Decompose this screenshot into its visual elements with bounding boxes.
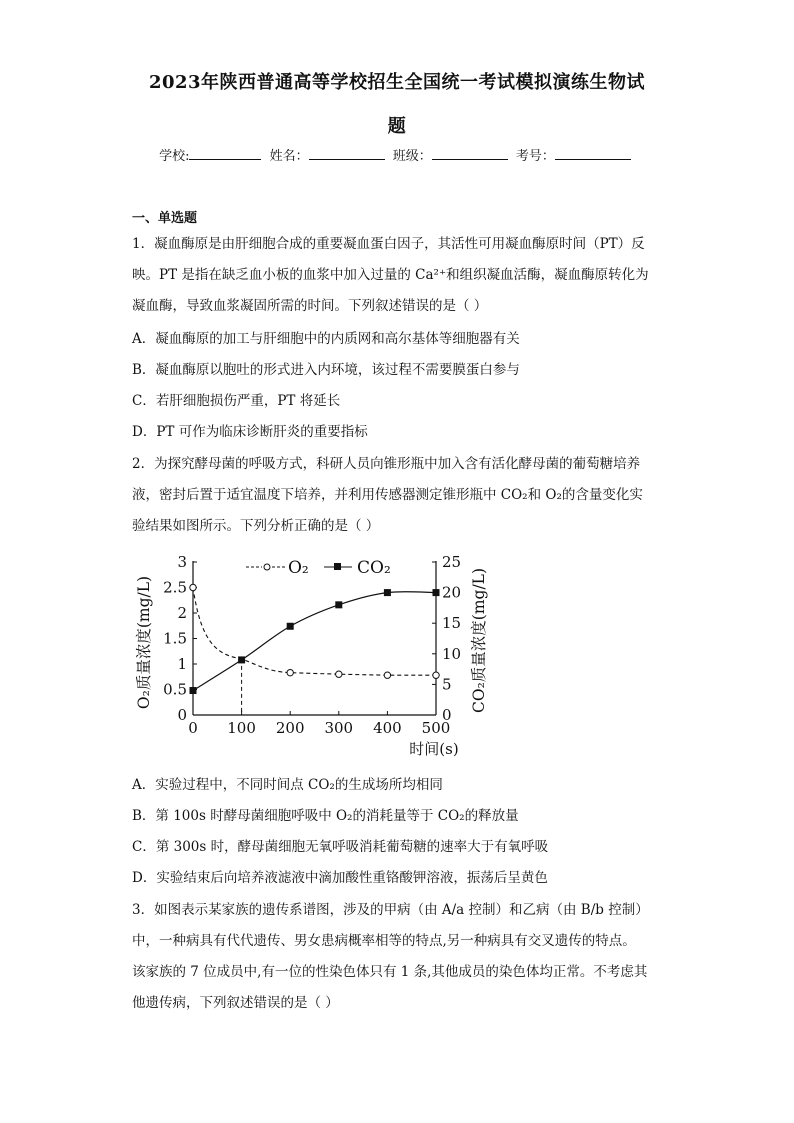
legend-co2-label: CO₂ [357,558,391,578]
q1-option-a[interactable]: A．凝血酶原的加工与肝细胞中的内质网和高尔基体等细胞器有关 [132,331,520,347]
co2-point [433,589,440,596]
right-y-tick-label: 15 [442,614,462,633]
left-y-axis-label: O₂质量浓度(mg/L) [135,575,153,710]
class-blank[interactable] [432,147,508,160]
q3-stem-line-1: 3．如图表示某家族的遗传系谱图，涉及的甲病（由 A/a 控制）和乙病（由 B/b 控制） [132,902,649,918]
right-y-tick-label: 0 [442,706,452,724]
left-y-tick-label: 1 [177,655,187,673]
q2-stem-line-2: 液，密封后置于适宜温度下培养，并利用传感器测定锥形瓶中 CO₂和 O₂的含量变化实 [132,487,643,503]
x-tick-label: 200 [275,719,305,737]
q3-stem-line-3: 该家族的 7 位成员中,有一位的性染色体只有 1 条,其他成员的染色体均正常。不考虑其 [132,964,648,980]
legend-o2-label: O₂ [288,558,309,578]
left-y-tick-label: 3 [177,553,187,571]
x-axis-label: 时间(s) [409,740,459,758]
right-y-tick-label: 20 [442,583,462,602]
co2-point [335,601,342,608]
left-y-tick-label: 1.5 [163,629,187,648]
co2-point [287,623,294,630]
q1-option-d[interactable]: D．PT 可作为临床诊断肝炎的重要指标 [132,424,368,440]
left-y-tick-label: 2.5 [163,578,187,597]
q1-option-c[interactable]: C．若肝细胞损伤严重，PT 将延长 [132,393,341,409]
o2-point [190,584,196,590]
q2-option-a[interactable]: A．实验过程中，不同时间点 CO₂的生成场所均相同 [132,777,443,793]
o2-point [287,669,293,675]
left-y-tick-label: 0.5 [163,680,187,699]
q1-stem-line-1: 1．凝血酶原是由肝细胞合成的重要凝血蛋白因子，其活性可用凝血酶原时间（PT）反 [132,236,645,252]
q2-stem-line-3: 验结果如图所示。下列分析正确的是（ ） [132,518,380,534]
o2-point [336,671,342,677]
co2-point [190,687,197,694]
o2-series-line [193,588,436,676]
field-label-school: 学校: [159,149,190,164]
left-y-tick-label: 0 [177,706,187,724]
q3-stem-line-2: 中，一种病具有代代遗传、男女患病概率相等的特点,另一种病具有交叉遗传的特点。 [132,933,636,949]
right-y-tick-label: 10 [442,644,462,663]
respiration-chart [128,545,508,760]
o2-point [384,672,390,678]
legend-o2-marker [264,564,270,570]
name-blank[interactable] [309,147,385,160]
q1-option-b[interactable]: B．凝血酶原以胞吐的形式进入内环境，该过程不需要膜蛋白参与 [132,362,520,378]
field-label-name: 姓名： [269,149,309,164]
exam-no-blank[interactable] [555,147,631,160]
x-tick-label: 300 [324,719,354,737]
section-heading: 一、单选题 [132,211,198,226]
x-tick-label: 100 [227,719,256,737]
q2-stem-line-1: 2．为探究酵母菌的呼吸方式，科研人员向锥形瓶中加入含有活化酵母菌的葡萄糖培养 [132,456,641,472]
right-y-tick-label: 5 [442,675,452,694]
q1-stem-line-2: 映。PT 是指在缺乏血小板的血浆中加入过量的 Ca²⁺和组织凝血活酶，凝血酶原转化为 [132,267,649,283]
q3-stem-line-4: 他遗传病，下列叙述错误的是（ ） [132,995,339,1011]
q1-stem-line-3: 凝血酶，导致血浆凝固所需的时间。下列叙述错误的是（ ） [132,298,488,314]
exam-title: 2023年陕西普通高等学校招生全国统一考试模拟演练生物试 [148,72,646,93]
left-y-tick-label: 2 [177,604,187,622]
co2-point [384,589,391,596]
q2-option-c[interactable]: C．第 300s 时，酵母菌细胞无氧呼吸消耗葡萄糖的速率大于有氧呼吸 [132,839,549,855]
x-tick-label: 400 [373,719,402,737]
q2-option-d[interactable]: D．实验结束后向培养液滤液中滴加酸性重铬酸钾溶液，振荡后呈黄色 [132,870,548,886]
q2-option-b[interactable]: B．第 100s 时酵母菌细胞呼吸中 O₂的消耗量等于 CO₂的释放量 [132,808,519,824]
legend-co2-marker [334,563,341,570]
x-tick-label: 0 [188,719,198,737]
field-label-class: 班级： [392,149,432,164]
right-y-axis-label: CO₂质量浓度(mg/L) [470,567,488,714]
o2-point [433,672,439,678]
x-tick-label: 500 [421,719,451,737]
school-blank[interactable] [189,147,261,160]
exam-title-cont: 题 [387,116,407,137]
field-label-exam-no: 考号： [515,149,555,164]
right-y-tick-label: 25 [442,553,462,571]
co2-point [238,656,245,663]
student-info-row [0,145,794,164]
